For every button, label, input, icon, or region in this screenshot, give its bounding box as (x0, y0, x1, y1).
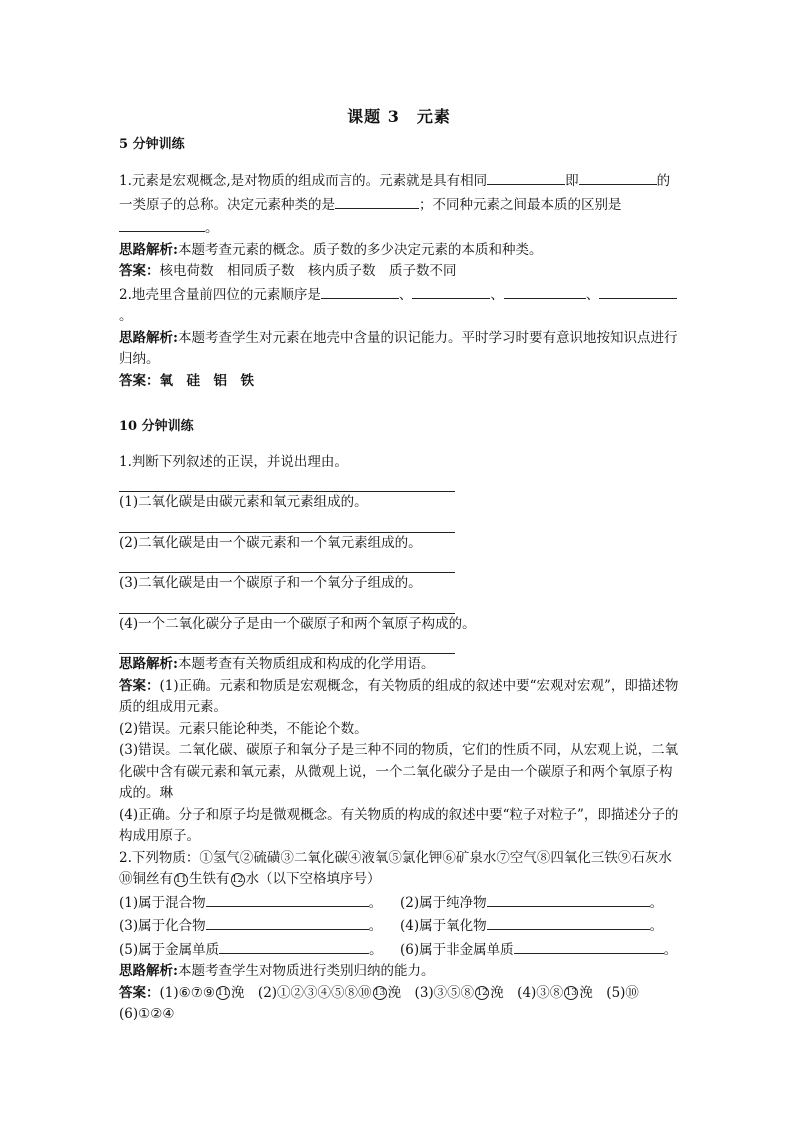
s1-q1-text-e: 。 (205, 220, 219, 236)
end: 。 (368, 894, 383, 911)
s1-q1-text-b: 即 (565, 173, 579, 189)
answer-text: 浼 (2)①②③④⑤⑧⑩ (230, 984, 372, 1001)
blank (487, 891, 650, 907)
analysis-text: 本题考查学生对物质进行类别归纳的能力。 (177, 963, 435, 979)
blank-label: (6)属于非金属单质 (400, 941, 514, 958)
s1-q1-analysis (119, 240, 679, 262)
answer-text: (1)正确。元素和物质是宏观概念，有关物质的组成的叙述中要“宏观对宏观”，即描述物质的组成用元素。 (119, 677, 679, 715)
circled-number: 12 (476, 988, 488, 998)
s2-q2-analysis (119, 961, 679, 983)
circled-number: 11 (217, 988, 229, 998)
s2-q2-blanks (119, 891, 679, 962)
analysis-label: 思路解析: (119, 241, 178, 258)
blank-label: (5)属于金属单质 (119, 941, 220, 958)
s2-q2-answer (119, 983, 679, 1005)
s2-q2-text-a: 2.下列物质：①氢气②硫磺③二氧化碳④液氧⑤氯化钾⑥矿泉水⑦空气⑧四氧化三铁⑨石灰水⑩铜丝 (119, 849, 672, 887)
s1-q2-answer (119, 371, 679, 393)
answer-text: 核电荷数 相同质子数 核内质子数 质子数不同 (159, 263, 457, 279)
end: 。 (369, 941, 383, 958)
s1-q1-text-c: 的一类原子的总称。决定元素种类的是 (119, 173, 671, 213)
end: 。 (649, 918, 664, 934)
s2-q1-answer-2: (2)错误。元素只能论种类，不能论个数。 (119, 720, 368, 737)
s1-q1-text-a: 1.元素是宏观概念,是对物质的组成而言的。元素就是具有相同 (119, 173, 488, 189)
blank-label: (3)属于化合物 (119, 918, 206, 934)
s2-q2-blank-5 (119, 938, 400, 962)
s2-q1-analysis (119, 654, 679, 676)
blank-label: (1)属于混合物 (119, 894, 206, 911)
answer-line (119, 635, 455, 654)
circled-number: 13 (565, 988, 578, 998)
section-heading-5min: 5 分钟训练 (119, 136, 185, 152)
analysis-label: 思路解析: (119, 329, 178, 346)
s2-q1-item-2: (2)二氧化碳是由一个碳元素和一个氧元素组成的。 (119, 534, 422, 551)
s1-q1-text-d: ；不同种元素之间最本质的区别是 (419, 196, 622, 213)
s1-q2-analysis (119, 328, 679, 371)
blank (219, 938, 369, 954)
sep: 、 (490, 286, 504, 303)
blank (119, 216, 205, 232)
s2-q2-stem (119, 848, 679, 891)
answer-text: (1)⑥⑦⑨ (159, 984, 215, 1001)
circled-number: 13 (373, 988, 386, 998)
s2-q1-answer-4: (4)正确。分子和原子均是微观概念。有关物质的构成的叙述中要“粒子对粒子”，即描述分子的构成用原子。 (119, 806, 679, 844)
s2-q1-answer-1 (119, 676, 679, 719)
analysis-label: 思路解析: (119, 656, 178, 672)
circled-number: 12 (231, 874, 244, 885)
blank (599, 283, 677, 299)
s1-q1-stem (119, 169, 679, 240)
end: 。 (663, 941, 678, 958)
circled-number: 11 (175, 874, 187, 885)
sep: 、 (398, 286, 413, 303)
s1-q2-stem (119, 283, 679, 328)
answer-text: 浼 (4)③⑧ (490, 984, 564, 1001)
s2-q2-text-b: 有 (159, 871, 173, 887)
blank-label: (4)属于氧化物 (400, 918, 487, 934)
blank (487, 169, 565, 185)
s1-q2-text: 2.地壳里含量前四位的元素顺序是 (119, 286, 321, 303)
blank-label: (2)属于纯净物 (400, 894, 487, 911)
answer-text: 浼 (5)⑩ (579, 984, 639, 1001)
answer-label: 答案： (119, 372, 160, 389)
analysis-text: 本题考查学生对元素在地壳中含量的识记能力。平时学习时要有意识地按知识点进行归纳。 (119, 329, 678, 367)
s2-q2-blank-6 (400, 938, 679, 962)
s2-q1-item-4: (4)一个二氧化碳分子是由一个碳原子和两个氧原子构成的。 (119, 615, 476, 632)
s1-q1-answer (119, 261, 679, 283)
blank (206, 891, 369, 907)
blank (579, 169, 657, 185)
answer-line (119, 595, 455, 614)
s2-q2-blank-4 (400, 914, 679, 938)
s2-q1-item-3: (3)二氧化碳是由一个碳原子和一个氧分子组成的。 (119, 575, 422, 591)
end: 。 (368, 918, 383, 934)
page-title: 课题 3 元素 (347, 107, 451, 126)
blank (487, 914, 650, 930)
answer-label: 答案： (119, 984, 160, 1001)
blank (321, 283, 399, 299)
analysis-text: 本题考查元素的概念。质子数的多少决定元素的本质和种类。 (177, 241, 543, 258)
s2-q1-stem: 1.判断下列叙述的正误，并说出理由。 (119, 453, 348, 470)
answer-line (119, 473, 455, 492)
s2-q2-text-d: 水（以下空格填序号） (245, 871, 381, 887)
sep: 、 (585, 286, 600, 303)
answer-label: 答案： (119, 263, 160, 279)
s2-q1-answer-3: (3)错误。二氧化碳、碳原子和氧分子是三种不同的物质，它们的性质不同，从宏观上说，二氧化碳中含有碳元素和氧元素，从微观上说，一个二氧化碳分子是由一个碳原子和两个氧原子构成的。琳 (119, 742, 679, 801)
blank (335, 193, 419, 209)
answer-line (119, 554, 455, 573)
answer-line (119, 514, 455, 533)
s2-q1-item-1: (1)二氧化碳是由碳元素和氧元素组成的。 (119, 494, 368, 510)
section-heading-10min: 10 分钟训练 (119, 419, 194, 434)
analysis-label: 思路解析: (119, 963, 178, 979)
s2-q2-blank-3 (119, 914, 400, 938)
blank (514, 938, 664, 954)
s2-q2-blank-1 (119, 891, 400, 915)
blank (412, 283, 490, 299)
blank (206, 914, 369, 930)
end: 。 (119, 308, 133, 324)
analysis-text: 本题考查有关物质组成和构成的化学用语。 (177, 656, 435, 672)
document-page (119, 100, 679, 1026)
s2-q2-blank-2 (400, 891, 679, 915)
answer-text: 氧 硅 铝 铁 (159, 372, 254, 389)
s2-q2-answer-line2: (6)①②④ (119, 1006, 175, 1022)
answer-text: 浼 (3)③⑤⑧ (387, 984, 475, 1001)
answer-label: 答案： (119, 677, 160, 694)
end: 。 (649, 894, 664, 911)
s2-q2-text-c: 生铁有 (189, 871, 230, 887)
blank (504, 283, 586, 299)
